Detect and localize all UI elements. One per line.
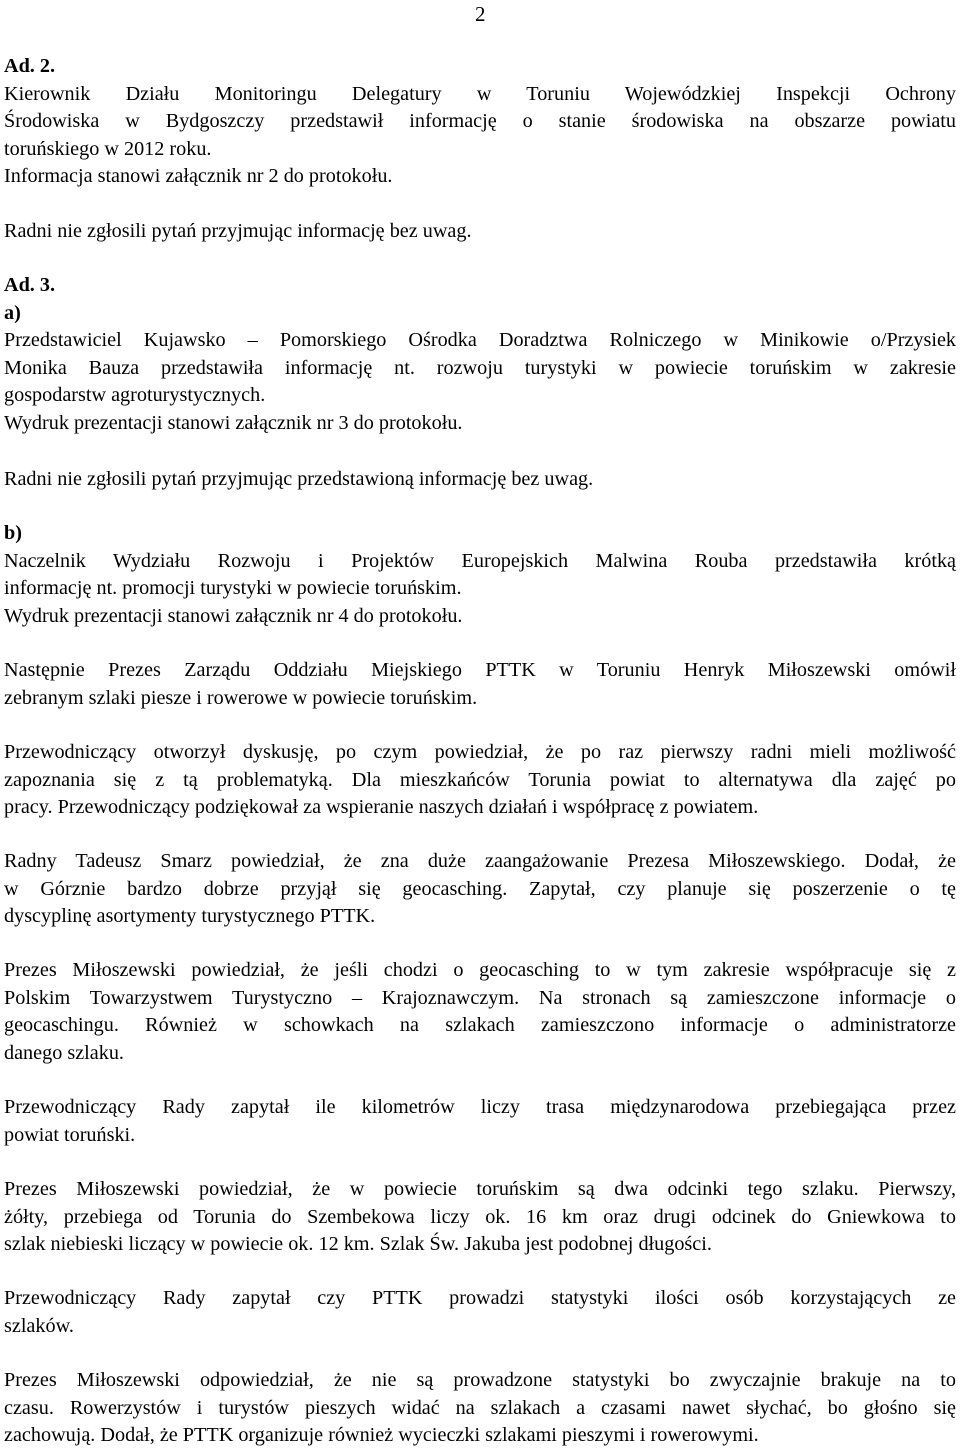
paragraph-line: Radny Tadeusz Smarz powiedział, że zna duże zaangażowanie Prezesa Miłoszewskiego. Dodał, że <box>4 850 956 872</box>
paragraph-line: Środowiska w Bydgoszczy przedstawił informację o stanie środowiska na obszarze powiatu <box>4 110 956 133</box>
paragraph <box>4 1367 956 1450</box>
section-heading-ad2: Ad. 2. <box>4 55 56 77</box>
subsection-label-a: a) <box>4 301 21 324</box>
paragraph <box>4 657 956 712</box>
note-ad2 <box>4 218 956 246</box>
paragraph-line: Przewodniczący Rady zapytał ile kilometrów liczy trasa międzynarodowa przebiegająca przez <box>4 1096 956 1118</box>
paragraph-line: Wydruk prezentacji stanowi załącznik nr 3 do protokołu. <box>4 411 463 434</box>
paragraph-line: w Górznie bardzo dobrze przyjął się geocasching. Zapytał, czy planuje się poszerzenie o tę <box>4 877 956 900</box>
paragraph-line: Następnie Prezes Zarządu Oddziału Miejskiego PTTK w Toruniu Henryk Miłoszewski omówił <box>4 659 956 681</box>
subsection-b <box>4 520 956 630</box>
paragraph <box>4 957 956 1067</box>
paragraph <box>4 848 956 931</box>
paragraph-line: gospodarstw agroturystycznych. <box>4 384 266 407</box>
paragraph-line: Monika Bauza przedstawiła informację nt. rozwoju turystyki w powiecie toruńskim w zakresie <box>4 356 956 379</box>
paragraph-line: szlaków. <box>4 1314 74 1337</box>
section-heading-ad3: Ad. 3. <box>4 274 56 296</box>
paragraph-line: Prezes Miłoszewski odpowiedział, że nie są prowadzone statystyki bo zwyczajnie brakuje na to <box>4 1369 956 1391</box>
paragraph-line: dyscyplinę asortymenty turystycznego PTTK. <box>4 905 376 928</box>
paragraph-line: toruńskiego w 2012 roku. <box>4 137 212 160</box>
paragraph-line: szlak niebieski liczący w powiecie ok. 12 km. Szlak Św. Jakuba jest podobnej długości. <box>4 1233 712 1256</box>
paragraph-line: geocaschingu. Również w schowkach na szlakach zamieszczono informacje o administratorze <box>4 1014 956 1037</box>
paragraph <box>4 1176 956 1259</box>
paragraph <box>4 1094 956 1149</box>
paragraph-line: Przedstawiciel Kujawsko – Pomorskiego Ośrodka Doradztwa Rolniczego w Minikowie o/Przysiek <box>4 329 956 352</box>
paragraph-line: informację nt. promocji turystyki w powiecie toruńskim. <box>4 577 462 600</box>
paragraph-line: zapoznania się z tą problematyką. Dla mieszkańców Torunia powiat to alternatywa dla zajęć po <box>4 768 956 791</box>
paragraph-line: zachowują. Dodał, że PTTK organizuje również wycieczki szlakami pieszymi i rowerowymi. <box>4 1424 759 1447</box>
paragraph-line: pracy. Przewodniczący podziękował za wspieranie naszych działań i współpracę z powiatem. <box>4 796 759 819</box>
paragraph-line: Kierownik Działu Monitoringu Delegatury w Toruniu Wojewódzkiej Inspekcji Ochrony <box>4 82 956 105</box>
note-text: Radni nie zgłosili pytań przyjmując informację bez uwag. <box>4 220 472 242</box>
paragraph-line: danego szlaku. <box>4 1041 124 1064</box>
paragraph-line: Naczelnik Wydziału Rozwoju i Projektów Europejskich Malwina Rouba przedstawiła krótką <box>4 549 956 572</box>
paragraph-line: Przewodniczący otworzył dyskusję, po czym powiedział, że po raz pierwszy radni mieli możliwość <box>4 741 956 763</box>
note-ad3a <box>4 466 956 494</box>
section-ad2 <box>4 53 956 191</box>
paragraph-line: żółty, przebiega od Torunia do Szembekowa liczy ok. 16 km oraz drugi odcinek do Gniewkowa to <box>4 1205 956 1228</box>
paragraph-line: czasu. Rowerzystów i turystów pieszych widać na szlakach a czasami nawet słychać, bo głośno się <box>4 1396 956 1419</box>
paragraph-line: Informacja stanowi załącznik nr 2 do protokołu. <box>4 165 393 188</box>
note-text: Radni nie zgłosili pytań przyjmując przedstawioną informację bez uwag. <box>4 468 594 490</box>
paragraph-line: Polskim Towarzystwem Turystyczno – Krajoznawczym. Na stronach są zamieszczone informacje o <box>4 986 956 1009</box>
paragraph <box>4 739 956 822</box>
paragraph-line: Prezes Miłoszewski powiedział, że w powiecie toruńskim są dwa odcinki tego szlaku. Pierwszy, <box>4 1178 956 1200</box>
section-ad3 <box>4 272 956 438</box>
paragraph-line: Wydruk prezentacji stanowi załącznik nr 4 do protokołu. <box>4 604 463 627</box>
paragraph-line: Prezes Miłoszewski powiedział, że jeśli chodzi o geocasching to w tym zakresie współpracuje się z <box>4 959 956 981</box>
paragraph-line: powiat toruński. <box>4 1123 136 1146</box>
paragraph-line: Przewodniczący Rady zapytał czy PTTK prowadzi statystyki ilości osób korzystających ze <box>4 1287 956 1309</box>
paragraph <box>4 1285 956 1340</box>
page-number: 2 <box>475 2 486 26</box>
subsection-label-b: b) <box>4 522 22 544</box>
paragraph-line: zebranym szlaki piesze i rowerowe w powiecie toruńskim. <box>4 686 478 709</box>
